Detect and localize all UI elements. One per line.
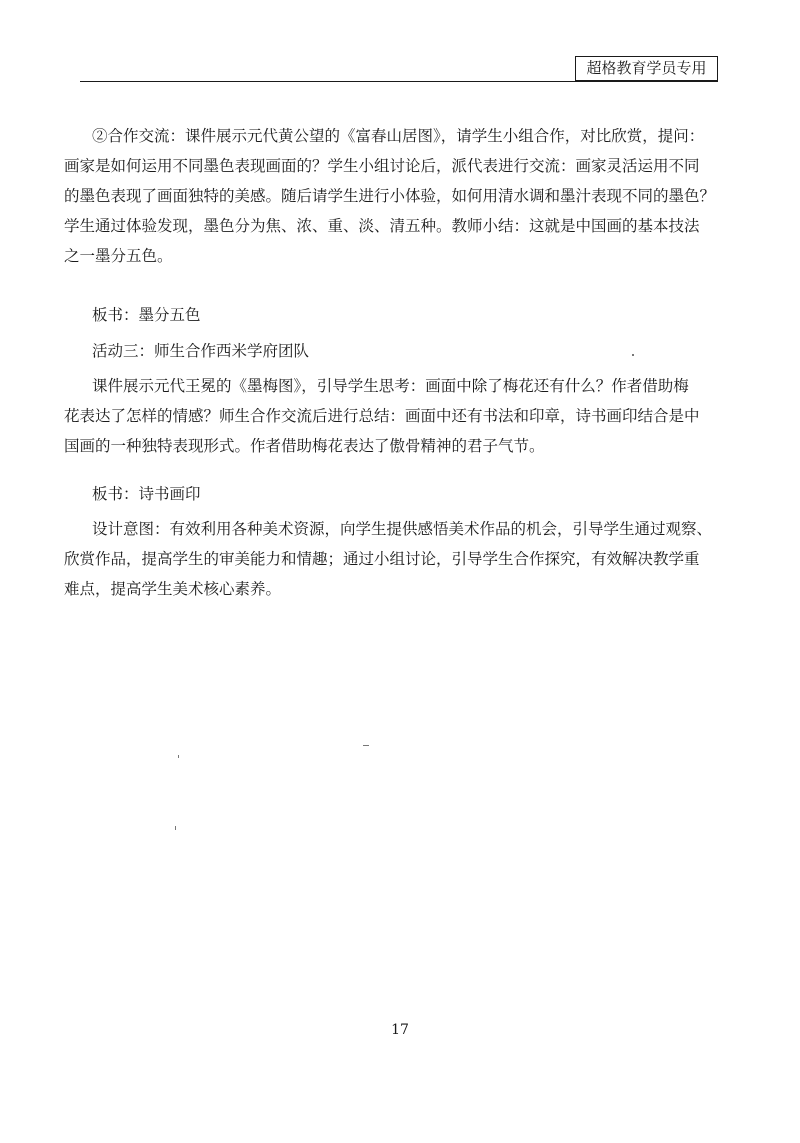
- header-label-box: [575, 56, 718, 81]
- paragraph-line: ②合作交流：课件展示元代黄公望的《富春山居图》，请学生小组合作，对比欣赏，提问：: [92, 127, 705, 145]
- paragraph-line: 设计意图：有效利用各种美术资源，向学生提供感悟美术作品的机会，引导学生通过观察、: [92, 520, 713, 538]
- board-note-poetry: [92, 479, 718, 509]
- board-note-ink-shades: [92, 300, 718, 330]
- paragraph-line: 画家是如何运用不同墨色表现画面的？学生小组讨论后，派代表进行交流：画家灵活运用不同: [64, 157, 700, 175]
- design-intent-paragraph: [64, 514, 718, 604]
- paragraph-line: 欣赏作品，提高学生的审美能力和情趣；通过小组讨论，引导学生合作探究，有效解决教学重: [64, 550, 700, 568]
- board-note-text: 板书：诗书画印: [92, 485, 201, 503]
- activity-three-heading: [92, 336, 718, 366]
- paragraph-line: 的墨色表现了画面独特的美感。随后请学生进行小体验，如何用清水调和墨汁表现不同的墨色？: [64, 187, 716, 205]
- paragraph-line: 学生通过体验发现，墨色分为焦、浓、重、淡、清五种。教师小结：这就是中国画的基本技法: [64, 217, 700, 235]
- paragraph-line: 难点，提高学生美术核心素养。: [64, 580, 282, 598]
- scan-speck: [178, 755, 179, 758]
- header-rule: [80, 81, 718, 82]
- paragraph-line: 花表达了怎样的情感？师生合作交流后进行总结：画面中还有书法和印章，诗书画印结合是中: [64, 407, 700, 425]
- activity-heading-text: 活动三：师生合作西米学府团队: [92, 342, 310, 360]
- board-note-text: 板书：墨分五色: [92, 306, 201, 324]
- scan-speck: [175, 826, 176, 830]
- paragraph-cooperation: [64, 121, 718, 271]
- header-label: 超格教育学员专用: [586, 59, 707, 77]
- scan-speck: [363, 745, 369, 746]
- paragraph-plum-painting: [64, 371, 718, 461]
- paragraph-line: 国画的一种独特表现形式。作者借助梅花表达了傲骨精神的君子气节。: [64, 437, 545, 455]
- scan-speck: [632, 354, 634, 356]
- paragraph-line: 课件展示元代王冕的《墨梅图》，引导学生思考：画面中除了梅花还有什么？作者借助梅: [92, 377, 689, 395]
- paragraph-line: 之一墨分五色。: [64, 247, 173, 265]
- page-number: 17: [391, 1022, 409, 1038]
